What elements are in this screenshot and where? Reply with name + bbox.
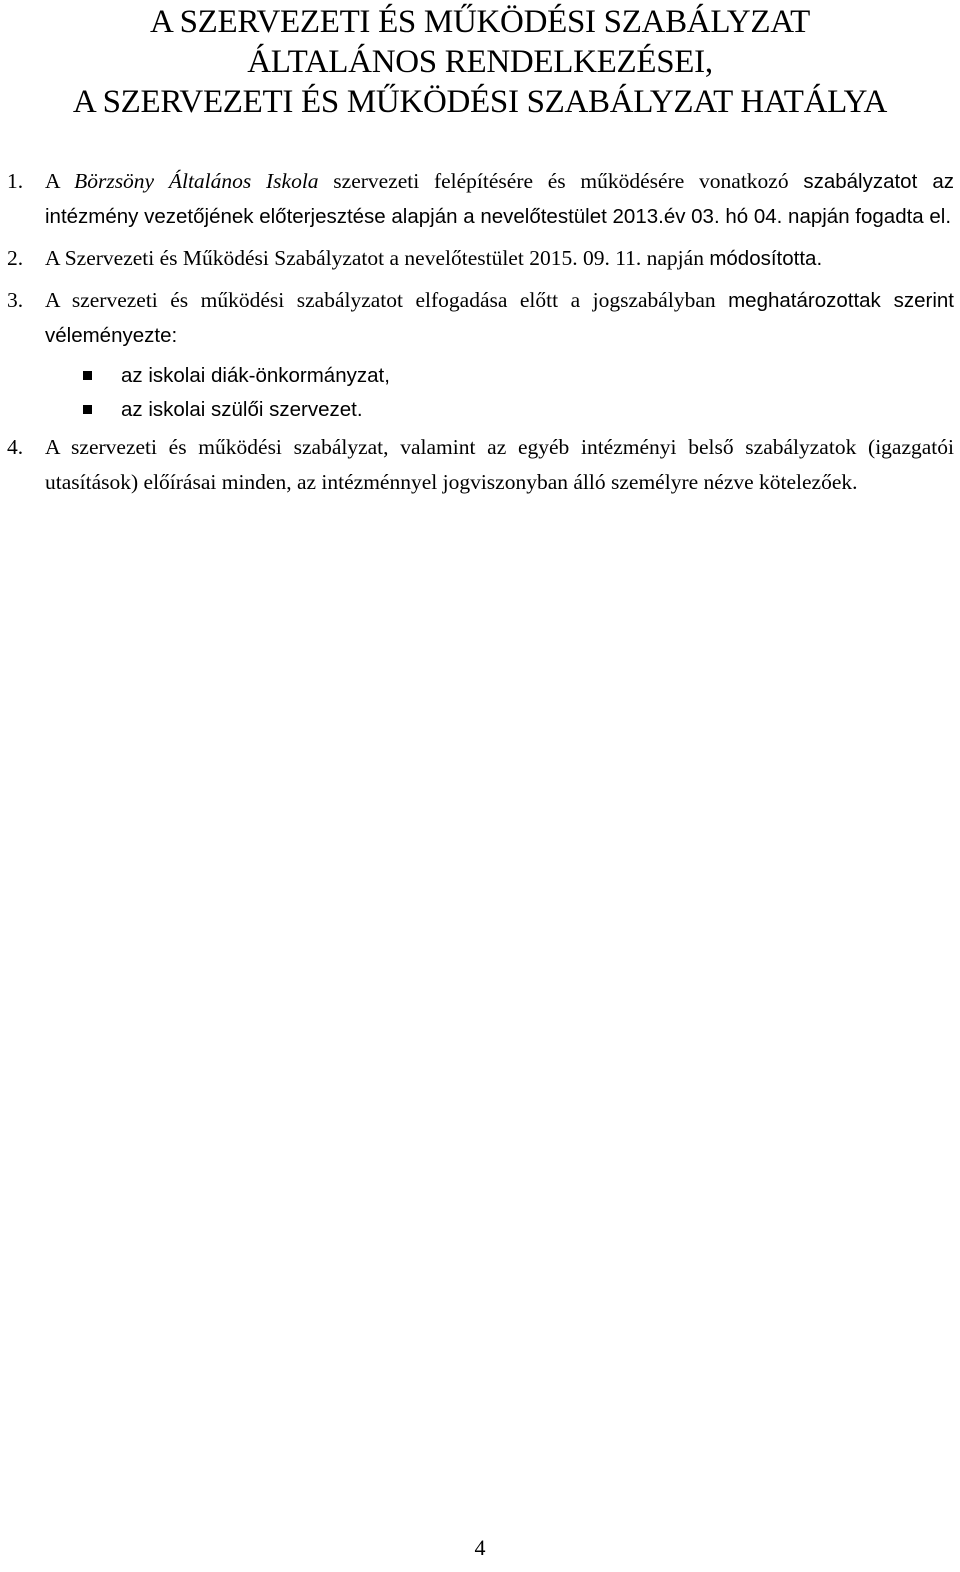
item-3-text-b: meghatározottak szerint véleményezte: (45, 289, 954, 347)
bullet-item-2 (0, 393, 960, 427)
list-item-1 (0, 164, 960, 234)
list-item-2 (0, 241, 960, 276)
list-item-4 (0, 430, 960, 500)
item-2-text-b: módosította. (709, 247, 823, 270)
bullet-item-1-text: az iskolai diák-önkormányzat, (121, 364, 390, 387)
bullet-item-2-text: az iskolai szülői szervezet. (121, 398, 363, 421)
title-line-3: A SZERVEZETI ÉS MŰKÖDÉSI SZABÁLYZAT HATÁLYA (72, 84, 888, 120)
item-4-text: A szervezeti és működési szabályzat, valamint az egyéb intézményi belső szabályzatok (igazgatói utasítások) előírásai minden, az intézménnyel jogviszonyban álló személyre nézve kötelezőek. (45, 435, 954, 494)
item-number-4: 4. (7, 435, 24, 459)
title-line-1: A SZERVEZETI ÉS MŰKÖDÉSI SZABÁLYZAT (149, 4, 811, 40)
title-line-2: ÁLTALÁNOS RENDELKEZÉSEI, (247, 44, 713, 80)
item-2-text-a: A Szervezeti és Működési Szabályzatot a nevelőtestület 2015. 09. 11. napján (45, 246, 710, 270)
square-bullet-icon (83, 405, 92, 414)
bullet-item-1 (0, 359, 960, 393)
item-3-text-a: A szervezeti és működési szabályzatot elfogadása előtt a jogszabályban (45, 288, 729, 312)
item-number-1: 1. (7, 169, 24, 193)
school-name: Börzsöny Általános Iskola (74, 169, 319, 193)
square-bullet-icon (83, 371, 92, 380)
list-item-3 (0, 283, 960, 353)
bullet-list (0, 359, 960, 427)
item-1-text-b: szervezeti felépítésére és működésére vonatkozó (318, 169, 804, 193)
item-1-text-c: szabályzatot az intézmény vezetőjének előterjesztése alapján a nevelőtestület 2013.év 03. hó 04. napján fogadta el. (45, 170, 954, 228)
item-number-2: 2. (7, 246, 24, 270)
document-title (0, 2, 960, 122)
item-1-text-a: A (45, 169, 75, 193)
page-number: 4 (474, 1535, 486, 1560)
item-number-3: 3. (7, 288, 24, 312)
document-body (0, 164, 960, 500)
